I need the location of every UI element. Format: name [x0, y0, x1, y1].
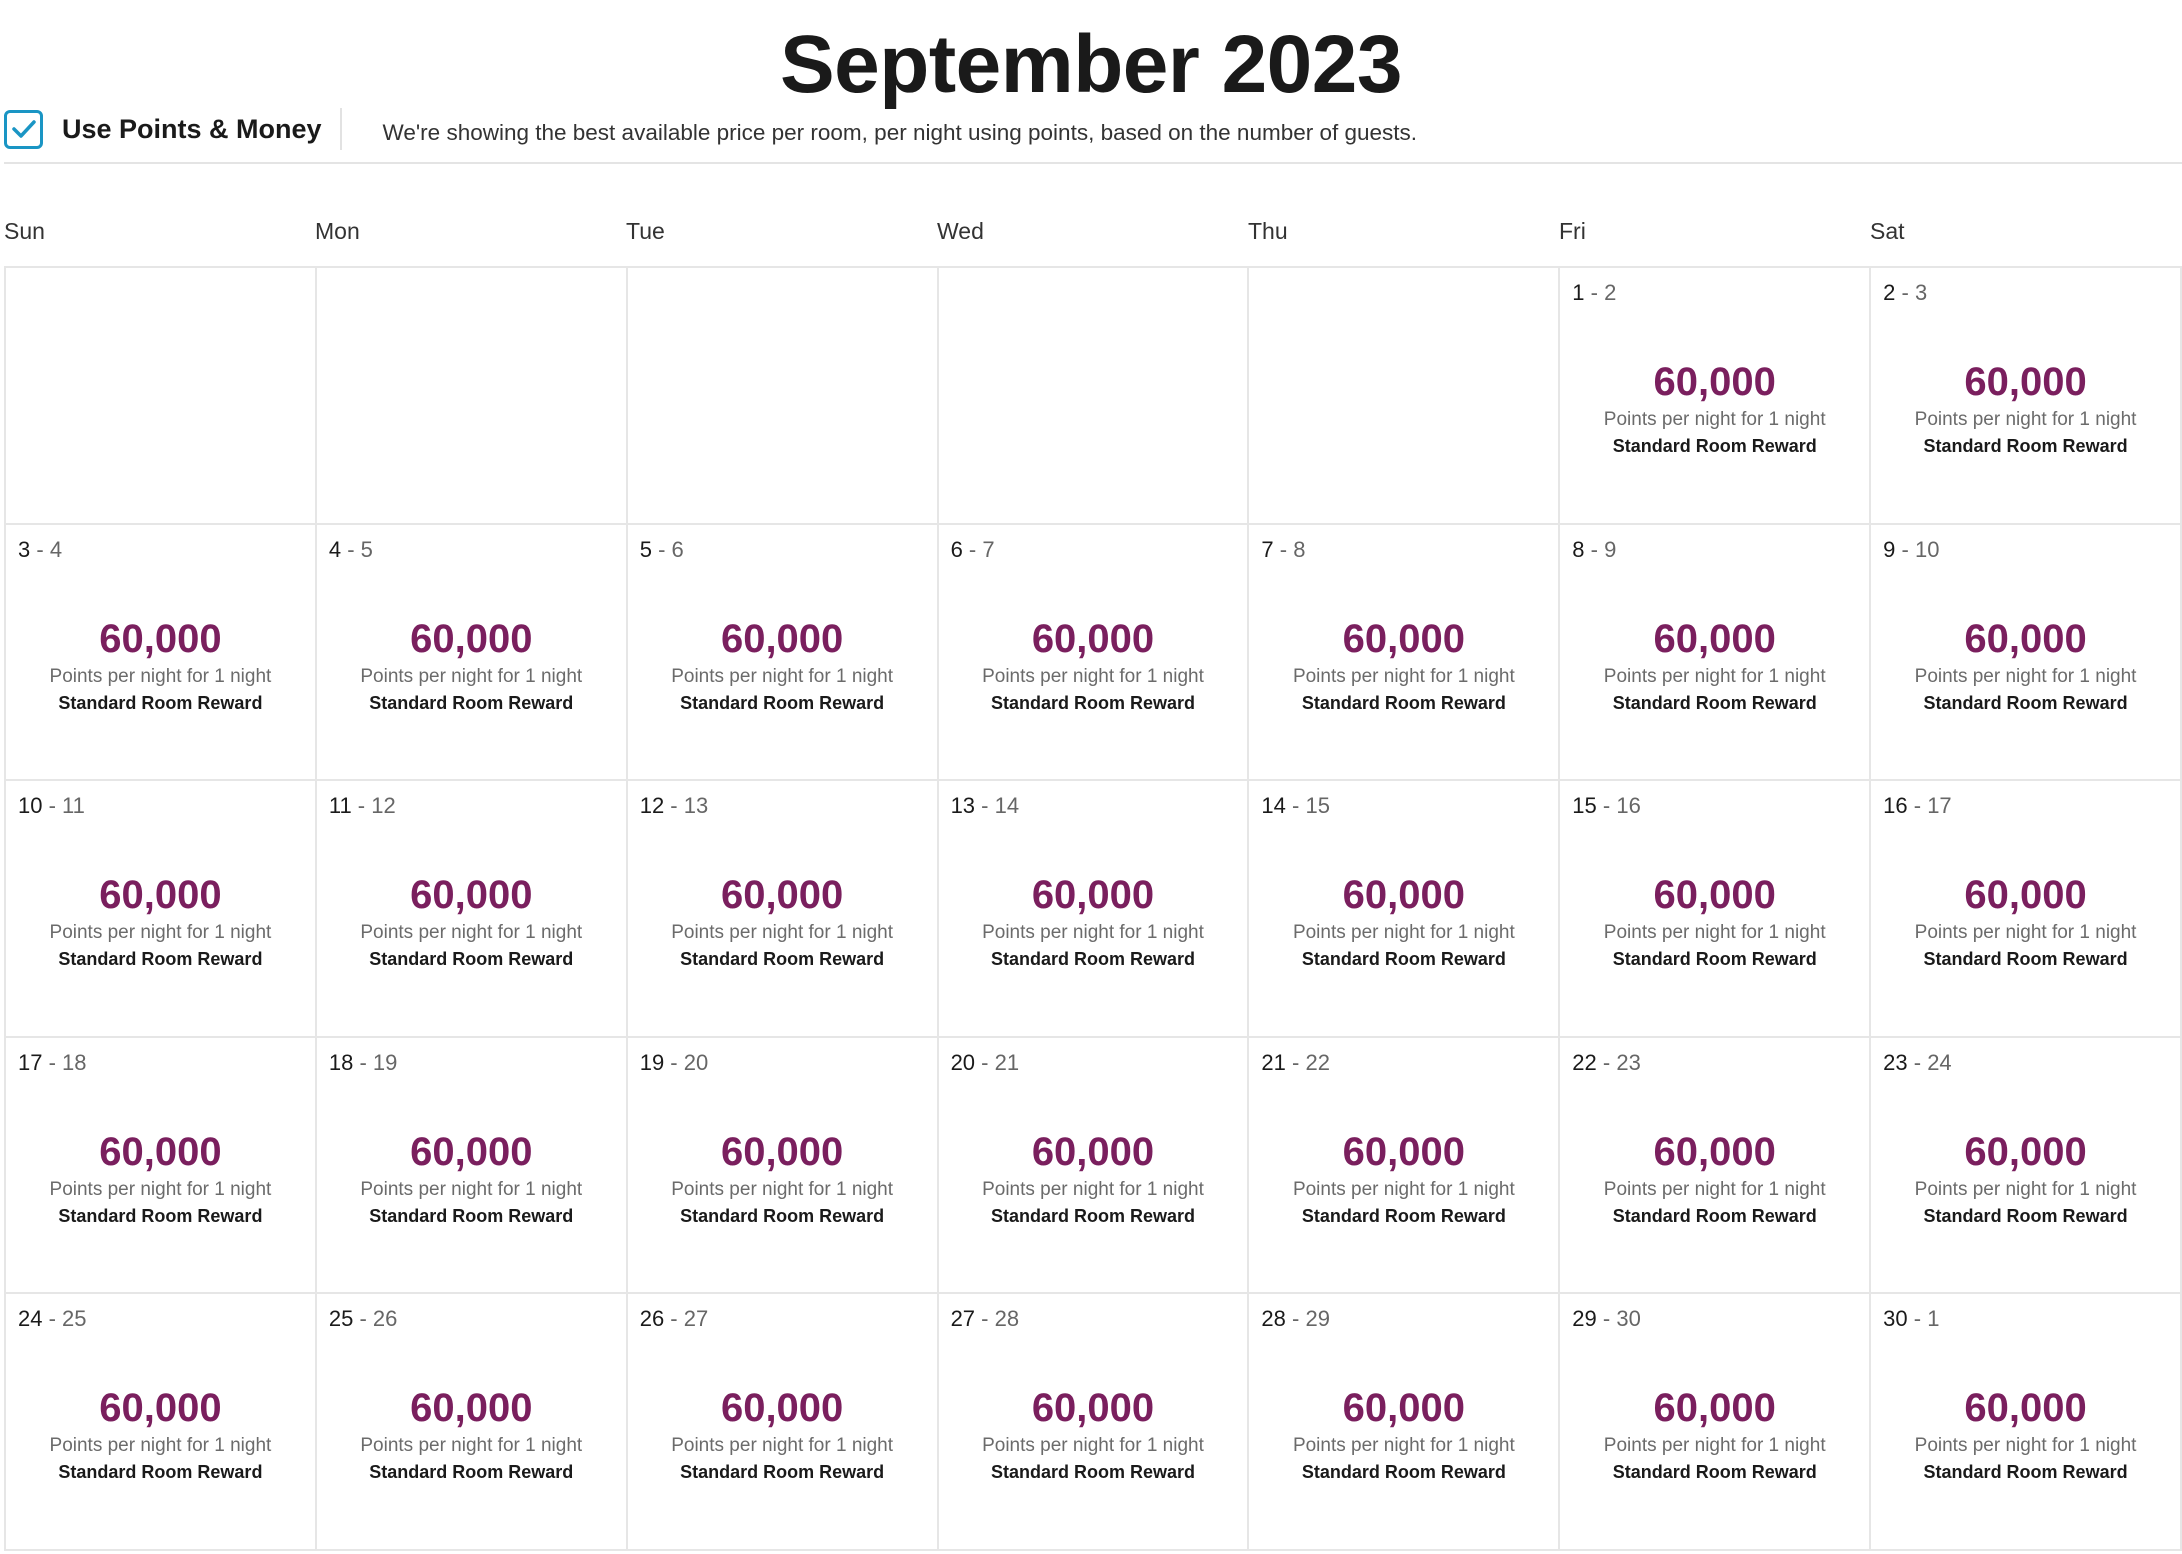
check-in-date: 30	[1883, 1306, 1908, 1332]
points-description: Points per night for 1 night	[49, 922, 272, 944]
check-out-date: 13	[683, 793, 709, 819]
points-price: 60,000	[1653, 1129, 1776, 1174]
date-separator: -	[664, 1049, 684, 1075]
room-reward-type: Standard Room Reward	[58, 1462, 263, 1483]
room-reward-type: Standard Room Reward	[58, 1205, 263, 1226]
check-in-date: 13	[950, 793, 976, 819]
price-block	[628, 1130, 937, 1227]
points-price: 60,000	[1342, 616, 1466, 661]
room-reward-type: Standard Room Reward	[369, 692, 574, 713]
price-block	[1560, 1386, 1869, 1483]
date-separator: -	[42, 1049, 63, 1075]
check-in-date: 3	[18, 536, 31, 562]
check-in-date: 29	[1572, 1306, 1597, 1332]
check-in-date: 8	[1572, 536, 1585, 562]
room-reward-type: Standard Room Reward	[990, 1462, 1195, 1483]
calendar-day-cell[interactable]	[1249, 1038, 1560, 1295]
check-in-date: 4	[328, 536, 342, 562]
calendar-day-cell[interactable]	[939, 781, 1250, 1038]
check-in-date: 20	[950, 1049, 976, 1075]
date-separator: -	[664, 1306, 684, 1332]
price-block	[317, 1130, 626, 1227]
weekday-wed: Wed	[937, 218, 984, 244]
room-reward-type: Standard Room Reward	[1612, 1205, 1817, 1226]
points-description: Points per night for 1 night	[671, 1435, 894, 1457]
weekday-tue: Tue	[626, 218, 665, 244]
calendar-cell-empty	[317, 268, 628, 525]
calendar-day-cell[interactable]	[317, 781, 628, 1038]
date-separator: -	[975, 1306, 995, 1332]
date-separator: -	[975, 793, 995, 819]
calendar-day-cell[interactable]	[1560, 268, 1871, 525]
stay-dates	[1883, 793, 1952, 819]
stay-dates	[18, 537, 62, 563]
check-in-date: 2	[1883, 280, 1896, 305]
stay-dates	[329, 1306, 398, 1332]
stay-dates	[329, 537, 373, 563]
room-reward-type: Standard Room Reward	[990, 949, 1195, 970]
room-reward-type: Standard Room Reward	[1301, 949, 1506, 970]
check-out-date: 18	[62, 1049, 87, 1075]
weekday-thu: Thu	[1248, 218, 1288, 244]
points-description: Points per night for 1 night	[1603, 922, 1826, 944]
points-description: Points per night for 1 night	[982, 1435, 1204, 1457]
checkmark-icon	[11, 118, 37, 140]
price-block	[1871, 1130, 2180, 1227]
room-reward-type: Standard Room Reward	[1923, 436, 2128, 456]
points-description: Points per night for 1 night	[360, 1178, 583, 1200]
check-out-date: 20	[683, 1049, 709, 1075]
check-in-date: 12	[639, 793, 665, 819]
price-block	[1871, 873, 2180, 970]
calendar-day-cell[interactable]	[1560, 1038, 1871, 1295]
points-description: Points per night for 1 night	[671, 922, 894, 944]
check-out-date: 21	[994, 1049, 1020, 1075]
date-separator: -	[1584, 280, 1605, 305]
calendar-day-cell[interactable]	[628, 1294, 939, 1551]
date-separator: -	[975, 1049, 995, 1075]
check-out-date: 5	[360, 536, 373, 562]
calendar-day-cell[interactable]	[1871, 1294, 2182, 1551]
room-reward-type: Standard Room Reward	[990, 692, 1195, 713]
check-in-date: 24	[18, 1306, 43, 1332]
calendar-day-cell[interactable]	[939, 525, 1250, 782]
calendar-day-cell[interactable]	[1249, 525, 1560, 782]
room-reward-type: Standard Room Reward	[1301, 1205, 1506, 1226]
calendar-day-cell[interactable]	[6, 781, 317, 1038]
price-block	[628, 1386, 937, 1483]
check-in-date: 22	[1572, 1049, 1597, 1075]
stay-dates	[1883, 1306, 1939, 1332]
check-out-date: 14	[994, 793, 1020, 819]
points-description: Points per night for 1 night	[49, 665, 272, 687]
points-description: Points per night for 1 night	[671, 1178, 894, 1200]
weekday-mon: Mon	[315, 218, 360, 244]
pricing-info-text: We're showing the best available price per room, per night using points, based on the number of guests.	[382, 120, 1418, 145]
room-reward-type: Standard Room Reward	[1923, 692, 2128, 713]
check-in-date: 28	[1261, 1306, 1286, 1332]
stay-dates	[1261, 1306, 1330, 1332]
room-reward-type: Standard Room Reward	[369, 1462, 574, 1483]
points-description: Points per night for 1 night	[1603, 1178, 1826, 1200]
stay-dates	[1883, 1050, 1952, 1076]
room-reward-type: Standard Room Reward	[1923, 1462, 2128, 1483]
points-price: 60,000	[1653, 360, 1776, 404]
calendar-day-cell[interactable]	[939, 1294, 1250, 1551]
stay-dates	[1572, 537, 1616, 563]
calendar-day-cell[interactable]	[1249, 1294, 1560, 1551]
points-price: 60,000	[99, 1386, 222, 1431]
points-price: 60,000	[1653, 873, 1776, 918]
check-in-date: 17	[18, 1049, 43, 1075]
room-reward-type: Standard Room Reward	[1923, 1205, 2128, 1226]
calendar-day-cell[interactable]	[6, 1038, 317, 1295]
points-money-toolbar	[4, 101, 1417, 157]
weekday-sun: Sun	[4, 218, 45, 244]
check-out-date: 23	[1616, 1049, 1641, 1075]
stay-dates	[329, 793, 396, 819]
check-out-date: 28	[994, 1306, 1020, 1332]
price-block	[1560, 360, 1869, 457]
date-separator: -	[1584, 536, 1605, 562]
stay-dates	[951, 537, 995, 563]
price-block	[1249, 1386, 1558, 1483]
room-reward-type: Standard Room Reward	[680, 1462, 885, 1483]
points-price: 60,000	[410, 1129, 533, 1174]
use-points-money-label[interactable]: Use Points & Money	[62, 113, 322, 144]
room-reward-type: Standard Room Reward	[1612, 949, 1817, 970]
check-out-date: 15	[1305, 793, 1330, 819]
date-separator: -	[1285, 1306, 1306, 1332]
date-separator: -	[1907, 793, 1928, 819]
check-in-date: 5	[639, 536, 652, 562]
points-description: Points per night for 1 night	[982, 665, 1204, 687]
stay-dates	[1261, 1050, 1330, 1076]
stay-dates	[1572, 280, 1616, 306]
date-separator: -	[1285, 1049, 1306, 1075]
check-in-date: 23	[1883, 1049, 1908, 1075]
date-separator: -	[1596, 793, 1617, 819]
date-separator: -	[1895, 536, 1915, 562]
check-in-date: 18	[328, 1049, 354, 1075]
page-title: September 2023	[779, 19, 1402, 110]
check-out-date: 7	[982, 536, 995, 562]
stay-dates	[951, 1050, 1020, 1076]
stay-dates	[640, 1050, 709, 1076]
check-out-date: 11	[62, 793, 85, 819]
date-separator: -	[30, 536, 50, 562]
date-separator: -	[353, 1306, 373, 1332]
check-out-date: 2	[1604, 280, 1617, 305]
check-in-date: 9	[1883, 536, 1896, 562]
points-description: Points per night for 1 night	[1914, 922, 2137, 944]
points-price: 60,000	[1653, 616, 1776, 661]
price-block	[1249, 873, 1558, 970]
points-price: 60,000	[1342, 1129, 1466, 1174]
calendar-day-cell[interactable]	[317, 1294, 628, 1551]
points-description: Points per night for 1 night	[1292, 922, 1515, 944]
calendar-day-cell[interactable]	[628, 781, 939, 1038]
check-out-date: 6	[671, 536, 684, 562]
points-description: Points per night for 1 night	[1914, 409, 2137, 430]
points-description: Points per night for 1 night	[671, 665, 894, 687]
date-separator: -	[664, 793, 684, 819]
calendar-day-cell[interactable]	[6, 525, 317, 782]
points-description: Points per night for 1 night	[1914, 1435, 2137, 1457]
room-reward-type: Standard Room Reward	[680, 692, 885, 713]
check-out-date: 4	[49, 536, 63, 562]
check-out-date: 26	[372, 1306, 398, 1332]
room-reward-type: Standard Room Reward	[369, 949, 574, 970]
stay-dates	[951, 1306, 1020, 1332]
price-block	[1560, 873, 1869, 970]
date-separator: -	[351, 793, 372, 819]
stay-dates	[951, 793, 1020, 819]
price-block	[1871, 1386, 2180, 1483]
points-price: 60,000	[99, 873, 222, 918]
points-description: Points per night for 1 night	[1292, 665, 1515, 687]
stay-dates	[1572, 1306, 1641, 1332]
points-description: Points per night for 1 night	[49, 1435, 272, 1457]
stay-dates	[1883, 537, 1939, 563]
calendar-day-cell[interactable]	[628, 525, 939, 782]
price-block	[939, 1386, 1248, 1483]
calendar-day-cell[interactable]	[317, 525, 628, 782]
points-price: 60,000	[1964, 360, 2087, 404]
price-block	[317, 617, 626, 714]
points-price: 60,000	[720, 1386, 844, 1431]
check-in-date: 10	[18, 793, 43, 819]
calendar-day-cell[interactable]	[1560, 781, 1871, 1038]
stay-dates	[640, 1306, 709, 1332]
stay-dates	[1261, 793, 1330, 819]
calendar-day-cell[interactable]	[939, 1038, 1250, 1295]
check-out-date: 29	[1305, 1306, 1330, 1332]
weekday-sat: Sat	[1870, 218, 1905, 244]
room-reward-type: Standard Room Reward	[1612, 692, 1817, 713]
points-price: 60,000	[410, 873, 533, 918]
check-out-date: 27	[683, 1306, 709, 1332]
room-reward-type: Standard Room Reward	[1301, 692, 1506, 713]
calendar-day-cell[interactable]	[317, 1038, 628, 1295]
points-price: 60,000	[1031, 1129, 1155, 1174]
date-separator: -	[1596, 1306, 1617, 1332]
stay-dates	[18, 1050, 87, 1076]
check-in-date: 7	[1261, 536, 1274, 562]
points-description: Points per night for 1 night	[1914, 1178, 2137, 1200]
points-price: 60,000	[410, 616, 533, 661]
price-block	[939, 1130, 1248, 1227]
calendar-day-cell[interactable]	[1871, 268, 2182, 525]
price-block	[1560, 617, 1869, 714]
check-out-date: 3	[1914, 280, 1928, 305]
points-price: 60,000	[1031, 873, 1155, 918]
stay-dates	[1572, 793, 1641, 819]
points-description: Points per night for 1 night	[1603, 665, 1826, 687]
points-description: Points per night for 1 night	[49, 1178, 272, 1200]
price-block	[6, 1386, 315, 1483]
points-price: 60,000	[410, 1386, 533, 1431]
date-separator: -	[1273, 536, 1294, 562]
stay-dates	[640, 793, 709, 819]
points-price: 60,000	[1964, 1129, 2087, 1174]
price-block	[6, 873, 315, 970]
check-out-date: 17	[1927, 793, 1952, 819]
room-reward-type: Standard Room Reward	[1612, 1462, 1817, 1483]
room-reward-type: Standard Room Reward	[990, 1205, 1195, 1226]
check-out-date: 9	[1604, 536, 1617, 562]
price-block	[628, 873, 937, 970]
stay-dates	[18, 793, 85, 819]
points-description: Points per night for 1 night	[1292, 1435, 1515, 1457]
check-in-date: 14	[1261, 793, 1286, 819]
points-description: Points per night for 1 night	[360, 922, 583, 944]
room-reward-type: Standard Room Reward	[1923, 949, 2128, 970]
points-description: Points per night for 1 night	[1292, 1178, 1515, 1200]
date-separator: -	[1907, 1306, 1928, 1332]
check-in-date: 26	[639, 1306, 665, 1332]
points-description: Points per night for 1 night	[982, 922, 1204, 944]
calendar-day-cell[interactable]	[1871, 781, 2182, 1038]
stay-dates	[18, 1306, 87, 1332]
calendar-cell-empty	[6, 268, 317, 525]
room-reward-type: Standard Room Reward	[58, 692, 263, 713]
toolbar-divider	[340, 108, 342, 150]
check-in-date: 1	[1572, 280, 1585, 305]
calendar-cell-empty	[939, 268, 1250, 525]
check-in-date: 21	[1261, 1049, 1286, 1075]
points-price: 60,000	[1964, 873, 2087, 918]
price-block	[939, 617, 1248, 714]
points-price: 60,000	[1342, 1386, 1466, 1431]
date-separator: -	[651, 536, 672, 562]
weekday-header-row	[4, 218, 2182, 245]
room-reward-type: Standard Room Reward	[680, 1205, 885, 1226]
calendar-day-cell[interactable]	[1560, 525, 1871, 782]
points-price: 60,000	[720, 616, 844, 661]
check-in-date: 27	[950, 1306, 976, 1332]
stay-dates	[1261, 537, 1305, 563]
calendar-cell-empty	[1249, 268, 1560, 525]
stay-dates	[329, 1050, 398, 1076]
price-block	[1871, 617, 2180, 714]
check-out-date: 19	[372, 1049, 398, 1075]
use-points-money-checkbox[interactable]	[4, 110, 43, 149]
date-separator: -	[1596, 1049, 1617, 1075]
stay-dates	[640, 537, 684, 563]
check-out-date: 30	[1616, 1306, 1641, 1332]
points-price: 60,000	[99, 616, 222, 661]
check-out-date: 12	[371, 793, 396, 819]
calendar-day-cell[interactable]	[1871, 1038, 2182, 1295]
calendar-cell-empty	[628, 268, 939, 525]
price-block	[1560, 1130, 1869, 1227]
price-block	[317, 1386, 626, 1483]
price-block	[1249, 617, 1558, 714]
stay-dates	[1883, 280, 1927, 306]
calendar-day-cell[interactable]	[1249, 781, 1560, 1038]
calendar-day-cell[interactable]	[1560, 1294, 1871, 1551]
points-price: 60,000	[1964, 1386, 2087, 1431]
check-out-date: 10	[1914, 536, 1940, 562]
points-price: 60,000	[1031, 1386, 1155, 1431]
calendar-day-cell[interactable]	[6, 1294, 317, 1551]
points-description: Points per night for 1 night	[1603, 409, 1826, 430]
stay-dates	[1572, 1050, 1641, 1076]
check-in-date: 6	[950, 536, 963, 562]
check-out-date: 22	[1305, 1049, 1330, 1075]
check-in-date: 25	[328, 1306, 354, 1332]
date-separator: -	[341, 536, 361, 562]
check-in-date: 15	[1572, 793, 1597, 819]
date-separator: -	[353, 1049, 373, 1075]
points-description: Points per night for 1 night	[1603, 1435, 1826, 1457]
room-reward-type: Standard Room Reward	[1301, 1462, 1506, 1483]
price-block	[628, 617, 937, 714]
check-out-date: 16	[1616, 793, 1641, 819]
check-out-date: 8	[1293, 536, 1306, 562]
points-price: 60,000	[1342, 873, 1466, 918]
points-price: 60,000	[720, 873, 844, 918]
room-reward-type: Standard Room Reward	[369, 1205, 574, 1226]
points-description: Points per night for 1 night	[1914, 665, 2137, 687]
date-separator: -	[1907, 1049, 1928, 1075]
price-block	[6, 617, 315, 714]
price-block	[6, 1130, 315, 1227]
room-reward-type: Standard Room Reward	[1612, 436, 1817, 456]
calendar-day-cell[interactable]	[1871, 525, 2182, 782]
header-divider	[4, 162, 2182, 164]
room-reward-type: Standard Room Reward	[680, 949, 885, 970]
price-block	[939, 873, 1248, 970]
points-description: Points per night for 1 night	[360, 665, 583, 687]
calendar-grid	[4, 266, 2182, 1551]
price-block	[1249, 1130, 1558, 1227]
points-description: Points per night for 1 night	[360, 1435, 583, 1457]
price-block	[1871, 360, 2180, 457]
date-separator: -	[42, 1306, 63, 1332]
check-out-date: 24	[1927, 1049, 1952, 1075]
points-description: Points per night for 1 night	[982, 1178, 1204, 1200]
points-price: 60,000	[1031, 616, 1155, 661]
calendar-day-cell[interactable]	[628, 1038, 939, 1295]
points-price: 60,000	[720, 1129, 844, 1174]
date-separator: -	[1285, 793, 1306, 819]
check-in-date: 11	[328, 793, 352, 819]
date-separator: -	[42, 793, 63, 819]
check-out-date: 1	[1927, 1306, 1940, 1332]
points-price: 60,000	[1653, 1386, 1776, 1431]
points-price: 60,000	[99, 1129, 222, 1174]
weekday-fri: Fri	[1559, 218, 1586, 244]
check-out-date: 25	[62, 1306, 87, 1332]
date-separator: -	[1895, 280, 1915, 305]
check-in-date: 19	[639, 1049, 665, 1075]
date-separator: -	[962, 536, 983, 562]
check-in-date: 16	[1883, 793, 1908, 819]
price-block	[317, 873, 626, 970]
points-price: 60,000	[1964, 616, 2087, 661]
room-reward-type: Standard Room Reward	[58, 949, 263, 970]
